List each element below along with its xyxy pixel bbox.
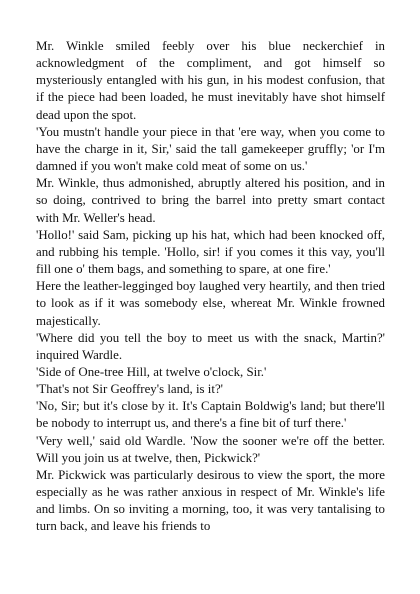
paragraph-wardle-inquiry: 'Where did you tell the boy to meet us with the snack, Martin?' inquired Wardle.: [36, 330, 385, 362]
paragraph-sir-geoffrey: 'That's not Sir Geoffrey's land, is it?': [36, 382, 223, 397]
paragraph-boy-laughed: Here the leather-legginged boy laughed very heartily, and then tried to look as if it was somebody else, whereat Mr. Winkle frowned majestically.: [36, 279, 385, 328]
paragraph-very-well: 'Very well,' said old Wardle. 'Now the sooner we're off the better. Will you join us at twelve, then, Pickwick?': [36, 433, 385, 465]
paragraph-sam-hollo: 'Hollo!' said Sam, picking up his hat, which had been knocked off, and rubbing his temple. 'Hollo, sir! if you comes it this vay, you'll fill one o' them bags, and something to spare, at one fire.': [36, 227, 385, 277]
paragraph-one-tree-hill: 'Side of One-tree Hill, at twelve o'clock, Sir.': [36, 364, 267, 379]
paragraph-captain-boldwig: 'No, Sir; but it's close by it. It's Captain Boldwig's land; but there'll be nobody to interrupt us, and there's a fine bit of turf there.': [36, 399, 385, 431]
document-page: [36, 38, 385, 536]
paragraph-pickwick-desirous: Mr. Pickwick was particularly desirous to view the sport, the more especially as he was rather anxious in respect of Mr. Winkle's life and limbs. On so inviting a morning, too, it was very tantalising to turn back, and leave his friends to: [36, 467, 385, 534]
paragraph-winkle-smiled: Mr. Winkle smiled feebly over his blue neckerchief in acknowledgment of the compliment, and got himself so mysteriously entangled with his gun, in his modest confusion, that if the piece had been loaded, he must inevitably have shot himself dead upon the spot.: [36, 39, 385, 122]
paragraph-winkle-admonished: Mr. Winkle, thus admonished, abruptly altered his position, and in so doing, contrived to bring the barrel into pretty smart contact with Mr. Weller's head.: [36, 176, 385, 225]
paragraph-gamekeeper-warning: 'You mustn't handle your piece in that 'ere way, when you come to have the charge in it, Sir,' said the tall gamekeeper gruffly; 'or I'm damned if you won't make cold meat of some on us.': [36, 124, 385, 174]
